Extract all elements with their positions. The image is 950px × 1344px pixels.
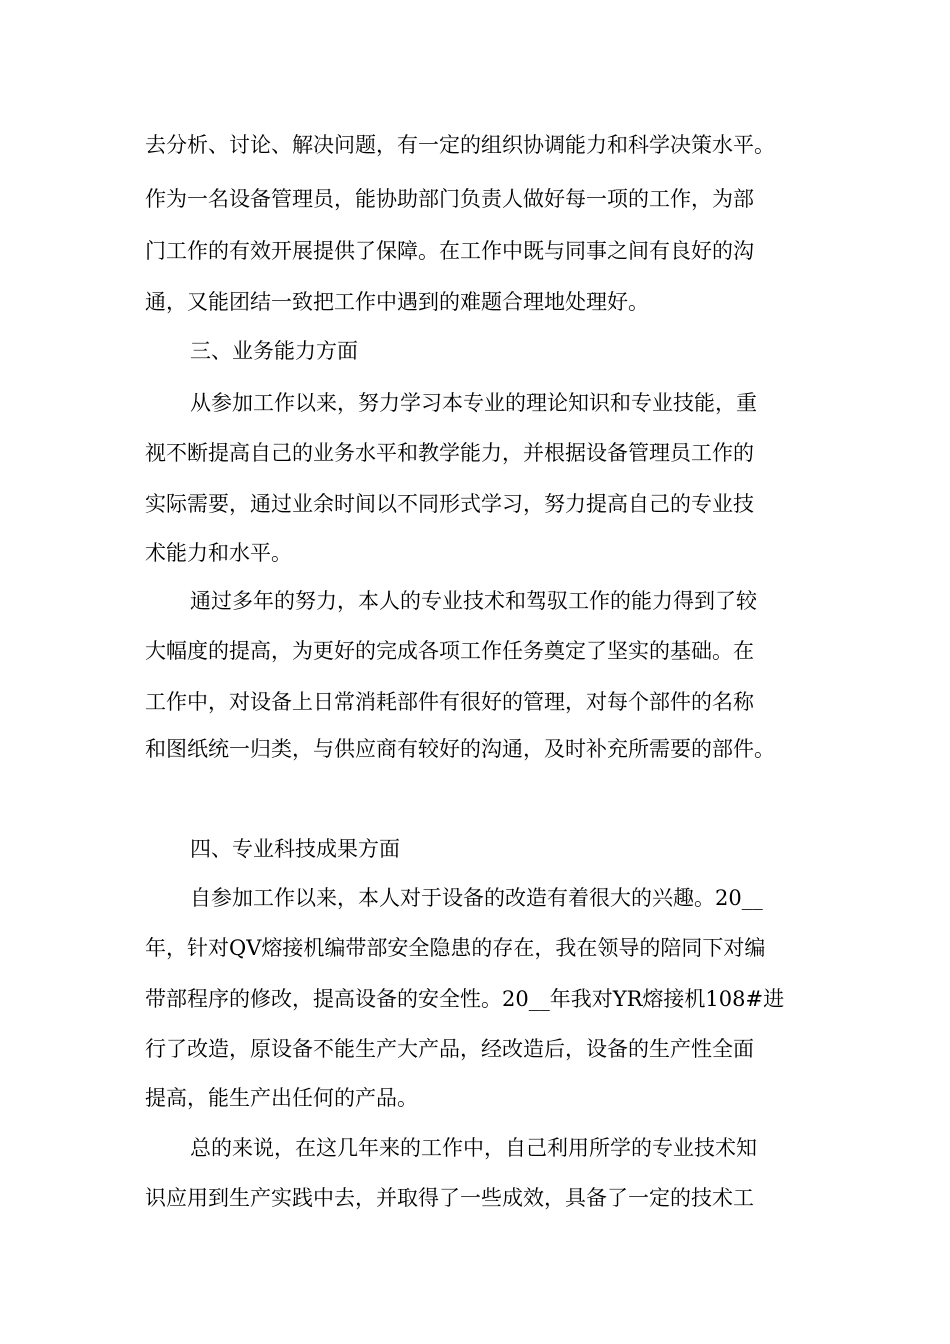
- section-heading: 四、专业科技成果方面: [190, 837, 400, 861]
- text-line: 年，针对QV熔接机编带部安全隐患的存在，我在领导的陪同下对编: [145, 936, 766, 960]
- text-line: 实际需要，通过业余时间以不同形式学习，努力提高自己的专业技: [145, 492, 754, 516]
- text-line: 通，又能团结一致把工作中遇到的难题合理地处理好。: [145, 290, 649, 314]
- text-line: 去分析、讨论、解决问题，有一定的组织协调能力和科学决策水平。: [145, 133, 775, 157]
- text-line: 识应用到生产实践中去，并取得了一些成效，具备了一定的技术工: [145, 1186, 754, 1210]
- text-line: 从参加工作以来，努力学习本专业的理论知识和专业技能，重: [190, 391, 757, 415]
- section-heading: 三、业务能力方面: [190, 339, 358, 363]
- text-line: 总的来说，在这几年来的工作中，自己利用所学的专业技术知: [190, 1136, 757, 1160]
- text-line: 自参加工作以来，本人对于设备的改造有着很大的兴趣。20__: [190, 886, 763, 910]
- text-line: 和图纸统一归类，与供应商有较好的沟通，及时补充所需要的部件。: [145, 737, 775, 761]
- text-line: 作为一名设备管理员，能协助部门负责人做好每一项的工作，为部: [145, 187, 754, 211]
- text-line: 工作中，对设备上日常消耗部件有很好的管理，对每个部件的名称: [145, 690, 754, 714]
- text-line: 门工作的有效开展提供了保障。在工作中既与同事之间有良好的沟: [145, 239, 754, 263]
- text-line: 提高，能生产出任何的产品。: [145, 1086, 418, 1110]
- text-line: 带部程序的修改，提高设备的安全性。20__年我对YR熔接机108#进: [145, 987, 785, 1011]
- text-line: 大幅度的提高，为更好的完成各项工作任务奠定了坚实的基础。在: [145, 639, 754, 663]
- text-line: 行了改造，原设备不能生产大产品，经改造后，设备的生产性全面: [145, 1037, 754, 1061]
- text-line: 视不断提高自己的业务水平和教学能力，并根据设备管理员工作的: [145, 441, 754, 465]
- text-line: 通过多年的努力，本人的专业技术和驾驭工作的能力得到了较: [190, 589, 757, 613]
- text-line: 术能力和水平。: [145, 541, 292, 565]
